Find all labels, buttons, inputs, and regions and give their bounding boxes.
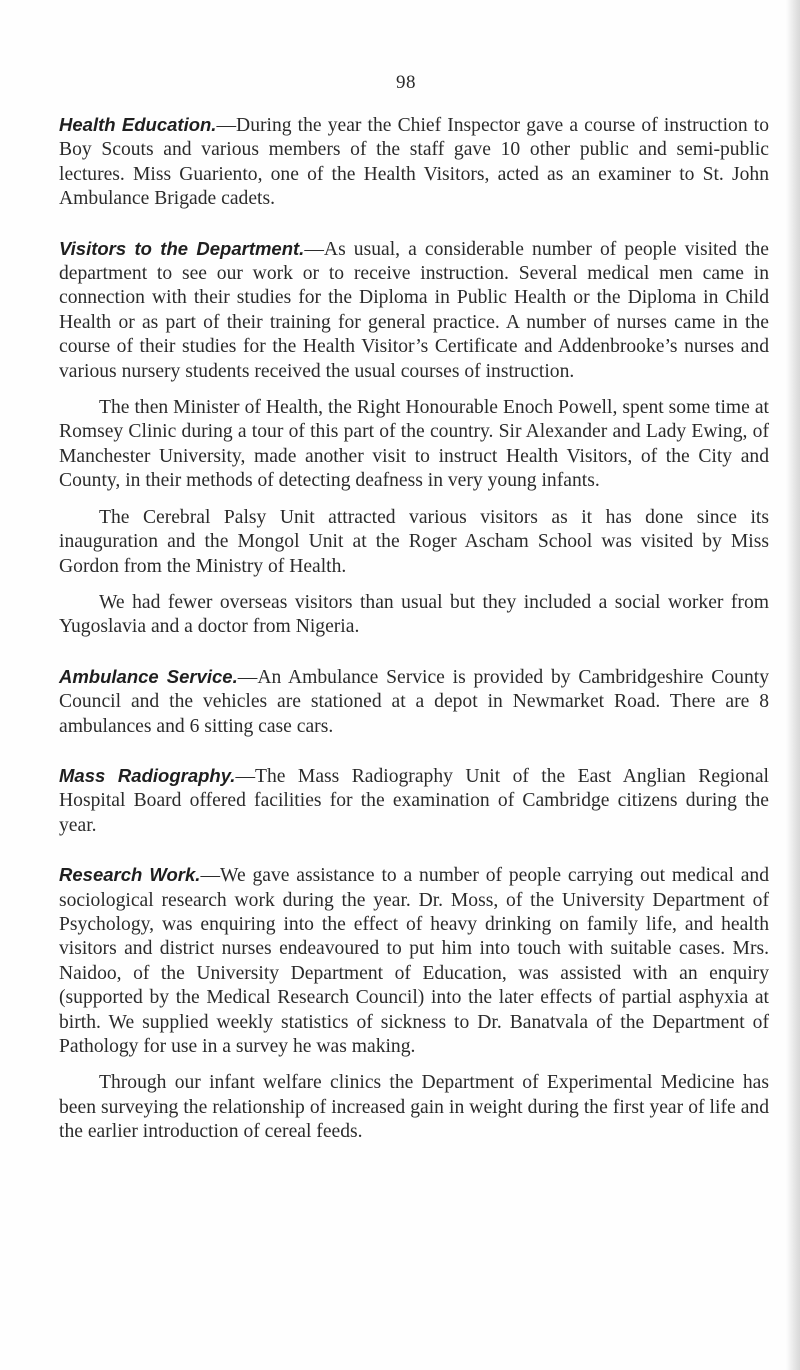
paragraph-health-education xyxy=(59,113,769,212)
page-number: 98 xyxy=(396,72,416,93)
paragraph-research xyxy=(59,863,769,1059)
text-cerebral-palsy: The Cerebral Palsy Unit attracted various visitors as it has done since its inauguration and the Mongol Unit at the Roger Ascham School was visited by Miss Gordon from the Ministry of Health. xyxy=(59,506,769,577)
text-minister-visit: The then Minister of Health, the Right Honourable Enoch Powell, spent some time at Romsey Clinic during a tour of this part of the country. Sir Alexander and Lady Ewing, of Manchester University, made another visit to instruct Health Visitors, of the City and County, in their methods of detecting deafness in very young infants. xyxy=(59,397,769,492)
text-health-education: —During the year the Chief Inspector gave a course of instruction to Boy Scouts and various members of the staff gave 10 other public and semi-public lectures. Miss Guariento, one of the Health Visitors, acted as an examiner to St. John Ambulance Brigade cadets. xyxy=(59,115,769,210)
paragraph-minister-visit xyxy=(59,396,769,494)
text-overseas-visitors: We had fewer overseas visitors than usual but they included a social worker from Yugoslavia and a doctor from Nigeria. xyxy=(59,591,769,638)
page-body xyxy=(59,113,769,1145)
text-visitors: —As usual, a considerable number of people visited the department to see our work or to receive instruction. Several medical men came in connection with their studies for the Diploma in Public Health or the Diploma in Child Health or as part of their training for general practice. A number of nurses came in the course of their studies for the Health Visitor’s Certificate and Addenbrooke’s nurses and various nursery students received the usual courses of instruction. xyxy=(59,238,769,382)
paragraph-cerebral-palsy xyxy=(59,506,769,579)
heading-radiography: Mass Radiography. xyxy=(59,764,236,786)
text-research: —We gave assistance to a number of people carrying out medical and sociological research work during the year. Dr. Moss, of the University Department of Psychology, was enquiring into the effect of heavy drinking on family life, and health visitors and district nurses endeavoured to put him into touch with suitable cases. Mrs. Naidoo, of the University Department of Education, was assisted with an enquiry (supported by the Medical Research Council) into the later effects of partial asphyxia at birth. We supplied weekly statistics of sickness to Dr. Banatvala of the Department of Pathology for use in a survey he was making. xyxy=(59,865,770,1057)
heading-research: Research Work. xyxy=(59,864,201,886)
heading-visitors: Visitors to the Department. xyxy=(59,237,305,259)
paragraph-infant-welfare xyxy=(59,1071,769,1144)
paragraph-overseas-visitors xyxy=(59,591,769,640)
page-edge-shadow xyxy=(786,0,800,1370)
heading-health-education: Health Education. xyxy=(59,114,217,135)
heading-ambulance: Ambulance Service. xyxy=(59,665,238,687)
paragraph-ambulance xyxy=(59,665,769,739)
paragraph-visitors xyxy=(59,237,769,384)
text-radiography: —The Mass Radiography Unit of the East Anglian Regional Hospital Board offered facilities for the examination of Cambridge citizens during the year. xyxy=(59,765,769,836)
text-infant-welfare: Through our infant welfare clinics the Department of Experimental Medicine has been surveying the relationship of increased gain in weight during the first year of life and the earlier introduction of cereal feeds. xyxy=(59,1072,769,1143)
text-ambulance: —An Ambulance Service is provided by Cambridgeshire County Council and the vehicles are stationed at a depot in Newmarket Road. There are 8 ambulances and 6 sitting case cars. xyxy=(59,666,769,737)
paragraph-radiography xyxy=(59,764,769,838)
